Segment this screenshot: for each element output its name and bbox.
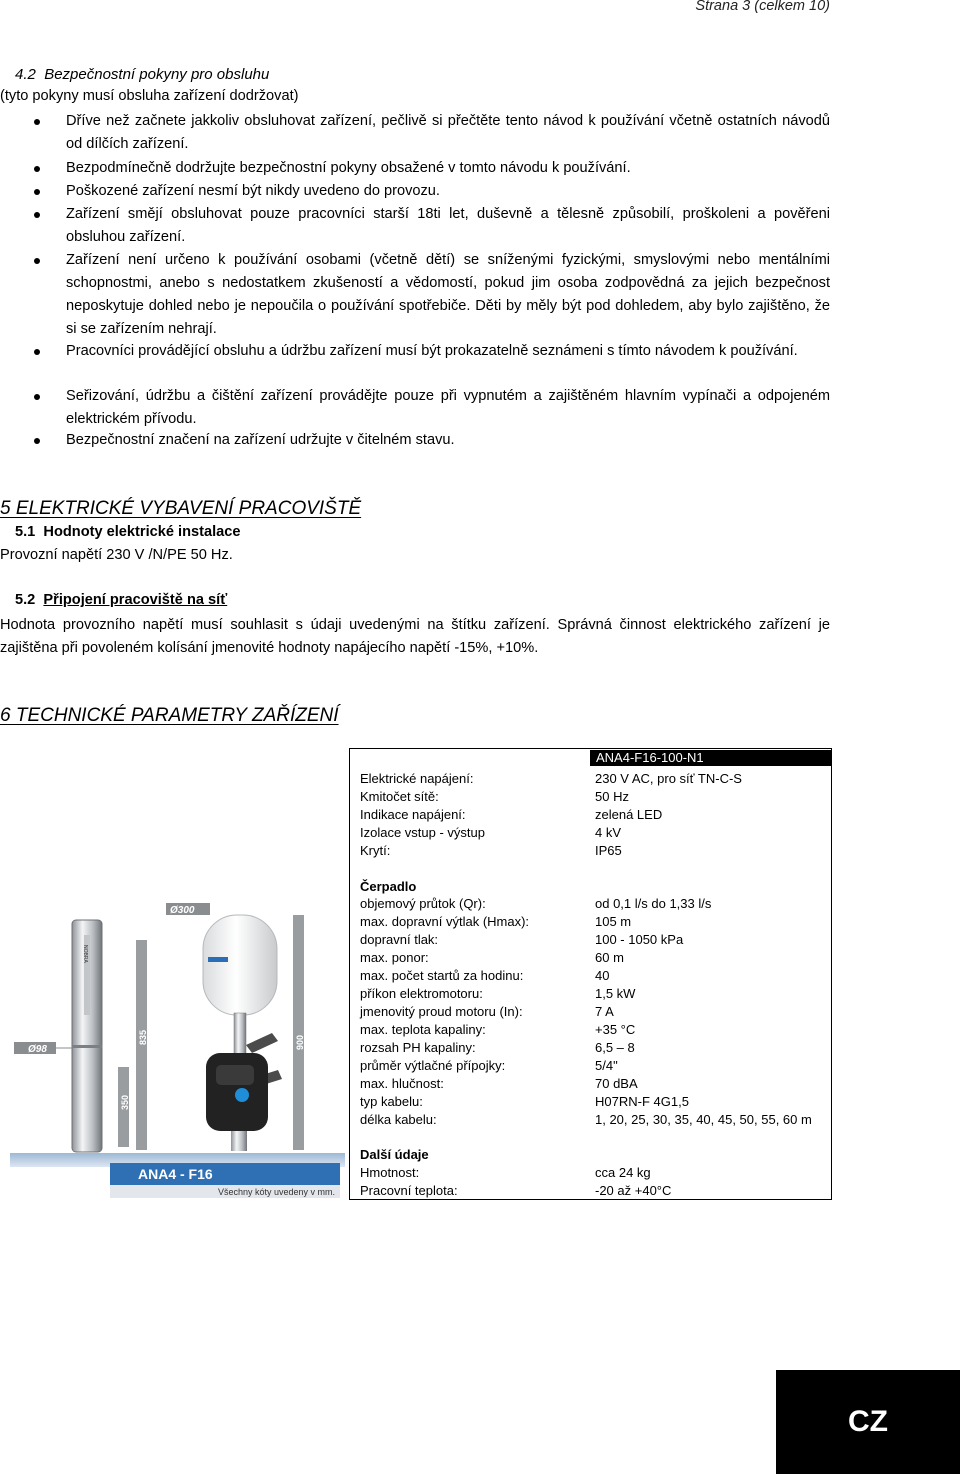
spec-value: od 0,1 l/s do 1,33 l/s: [595, 896, 712, 911]
pump-section-title: Čerpadlo: [360, 879, 417, 894]
bullet-item: Zařízení smějí obsluhovat pouze pracovníci starší 18ti let, duševně a tělesně způsobilí, proškoleni a pověřeni obsluhou zařízení.: [66, 203, 830, 249]
dim-text-835: 835: [138, 1029, 148, 1045]
spec-label: Izolace vstup - výstup: [360, 825, 485, 840]
section-title: Bezpečnostní pokyny pro obsluhu: [44, 66, 270, 83]
spec-label: dopravní tlak:: [360, 932, 439, 947]
dim-text-350: 350: [120, 1094, 130, 1110]
spec-value: cca 24 kg: [595, 1165, 651, 1180]
spec-value: 5/4": [595, 1058, 618, 1073]
spec-value: 1, 20, 25, 30, 35, 40, 45, 50, 55, 60 m: [595, 1112, 812, 1127]
bullet-item: Zařízení není určeno k používání osobami (včetně dětí) se sníženými fyzickými, smyslovými nebo mentálními schopnostmi, anebo s nedostatkem zkušeností a vědomostí, pokud jim osoba zodpovědná za jejich bezpečnost neposkytuje dohled nebo je nepoučila o používání spotřebiče. Děti by měly být pod dohledem, aby bylo zajištěno, že si se zařízením nehrají.: [66, 249, 830, 341]
dim-text-98: Ø98: [28, 1044, 47, 1055]
spec-label: Indikace napájení:: [360, 807, 466, 822]
spec-value: +35 °C: [595, 1022, 636, 1037]
spec-value: 1,5 kW: [595, 986, 636, 1001]
spec-label: Elektrické napájení:: [360, 771, 474, 786]
model-header: ANA4-F16-100-N1: [590, 750, 831, 766]
section-4-2-heading: [15, 66, 269, 83]
pump-drawing: [10, 895, 345, 1200]
model-banner-text: ANA4 - F16: [138, 1166, 213, 1182]
dim-text-900: 900: [295, 1034, 305, 1050]
dim-text-300: Ø300: [170, 905, 195, 916]
spec-label: Krytí:: [360, 843, 391, 858]
spec-label: max. hlučnost:: [360, 1076, 444, 1091]
bullet-item: Bezpodmínečně dodržujte bezpečnostní pokyny obsažené v tomto návodu k používání.: [66, 157, 830, 180]
dim-bar-900: [293, 915, 304, 1150]
spec-value: 4 kV: [595, 825, 622, 840]
operating-voltage-text: Provozní napětí 230 V /N/PE 50 Hz.: [0, 547, 233, 563]
spec-value: H07RN-F 4G1,5: [595, 1094, 689, 1109]
spec-value: 7 A: [595, 1004, 614, 1019]
spec-label: max. ponor:: [360, 950, 429, 965]
page-header: Strana 3 (celkem 10): [695, 0, 830, 14]
spec-label: Pracovní teplota:: [360, 1183, 458, 1198]
subsection-title: Hodnoty elektrické instalace: [43, 524, 241, 540]
section-5-2-heading: [15, 592, 227, 608]
spec-label: příkon elektromotoru:: [360, 986, 483, 1001]
spec-value: 70 dBA: [595, 1076, 638, 1091]
spec-value: 100 - 1050 kPa: [595, 932, 684, 947]
spec-label: max. počet startů za hodinu:: [360, 968, 524, 983]
spec-value: 50 Hz: [595, 789, 629, 804]
subsection-number: 5.1: [15, 524, 36, 540]
spec-value: 6,5 – 8: [595, 1040, 635, 1055]
dimension-note: Všechny kóty uvedeny v mm.: [218, 1187, 336, 1197]
controller-indicator: [235, 1088, 249, 1102]
bullet-item: Poškozené zařízení nesmí být nikdy uvedeno do provozu.: [66, 180, 830, 203]
product-illustration: [10, 895, 345, 1200]
subsection-title: Připojení pracoviště na síť: [43, 592, 228, 608]
spec-value: 40: [595, 968, 610, 983]
pressure-tank: [203, 915, 277, 1015]
subsection-number: 5.2: [15, 592, 36, 608]
spec-label: rozsah PH kapaliny:: [360, 1040, 476, 1055]
spec-label: max. teplota kapaliny:: [360, 1022, 486, 1037]
spec-value: zelená LED: [595, 807, 663, 822]
section-number: 4.2: [15, 66, 36, 83]
bullet-item: Pracovníci provádějící obsluhu a údržbu zařízení musí být prokazatelně seznámeni s tímto návodem k používání.: [66, 340, 830, 363]
section-5-heading: 5 ELEKTRICKÉ VYBAVENÍ PRACOVIŠTĚ: [0, 498, 362, 519]
spec-label: max. dopravní výtlak (Hmax):: [360, 914, 530, 929]
technical-parameters-table: [349, 748, 832, 1200]
bullet-item: Dříve než začnete jakkoliv obsluhovat zařízení, pečlivě si přečtěte tento návod k používání včetně ostatních návodů od dílčích zařízení.: [66, 110, 830, 156]
spec-value: 60 m: [595, 950, 624, 965]
pump-brand-label: NOBRA: [82, 945, 88, 963]
spec-value: 105 m: [595, 914, 632, 929]
spec-label: průměr výtlačné přípojky:: [360, 1058, 506, 1073]
section-subtitle: (tyto pokyny musí obsluha zařízení dodržovat): [0, 88, 299, 104]
spec-label: Hmotnost:: [360, 1165, 420, 1180]
spec-label: Kmitočet sítě:: [360, 789, 439, 804]
bullet-item: Bezpečnostní značení na zařízení udržujte v čitelném stavu.: [66, 429, 830, 452]
spec-value: IP65: [595, 843, 622, 858]
spec-label: typ kabelu:: [360, 1094, 423, 1109]
section-6-heading: 6 TECHNICKÉ PARAMETRY ZAŘÍZENÍ: [0, 705, 339, 726]
other-section-title: Další údaje: [360, 1147, 429, 1162]
spec-label: objemový průtok (Qr):: [360, 896, 486, 911]
language-badge: CZ: [776, 1370, 960, 1474]
grid-connection-text: Hodnota provozního napětí musí souhlasit s údaji uvedenými na štítku zařízení. Správná činnost elektrického zařízení je zajištěna při povoleném kolísání jmenovité hodnoty napájecího napětí -15%, +10%.: [0, 617, 830, 656]
bullet-item: Seřizování, údržbu a čištění zařízení provádějte pouze při vypnutém a zajištěném hlavním vypínači a odpojeném elektrickém přívodu.: [66, 385, 830, 431]
bracket: [246, 1033, 278, 1053]
spec-label: jmenovitý proud motoru (In):: [360, 1004, 523, 1019]
section-5-1-heading: [15, 524, 241, 540]
spec-value: -20 až +40°C: [595, 1183, 672, 1198]
spec-value: 230 V AC, pro síť TN-C-S: [595, 771, 742, 786]
spec-label: délka kabelu:: [360, 1112, 437, 1127]
